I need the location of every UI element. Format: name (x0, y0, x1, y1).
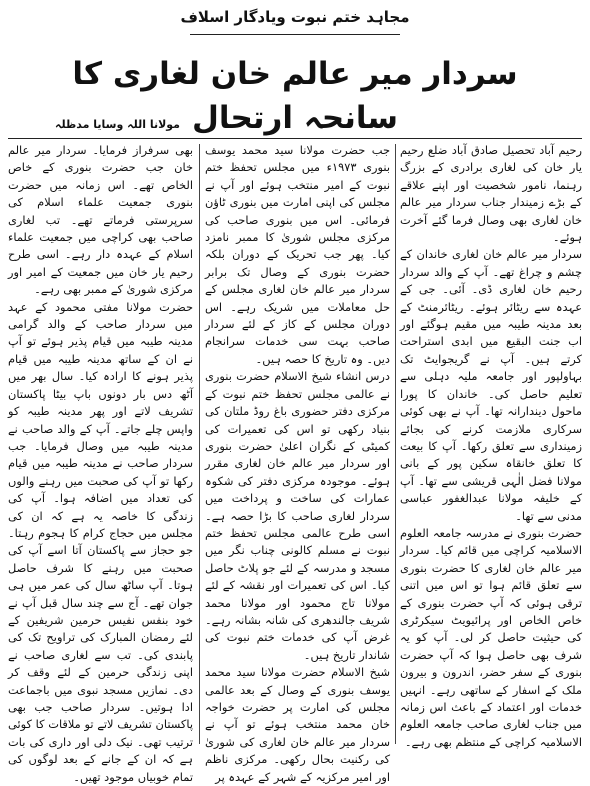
article-paragraph: رحیم آباد تحصیل صادق آباد ضلع رحیم یار خان کی لغاری برادری کے بزرگ رہنما، نامور شخصیت اور اپنے علاقے کے بڑے زمیندار جناب سردار میر عالم خان لغاری بھی وصال فرما گئے آخرت ہوئے۔ (400, 143, 582, 245)
article-paragraph: سردار میر عالم خان لغاری خاندان کے چشم و چراغ تھے۔ آپ کے والد سردار رحیم خان لغاری ڈی۔ آئی۔ جی کے عہدہ سے ریٹائر ہوئے۔ ریٹائرمنٹ کے بعد مدینہ طیبہ میں مقیم ہوگئے اور اب جنت البقیع میں ابدی استراحت کرتے ہیں۔ آپ نے گریجوایٹ تک بہاولپور اور جامعہ ملیہ دہلی سے تعلیم حاصل کی۔ خاندان کا پورا ماحول دیندارانہ تھا۔ آپ نے بھی کوئی سرکاری ملازمت کرنے کی بجائے زمینداری سے تعلق رکھا۔ آپ کا بیعت کا تعلق خانقاہ سکین پور کے بانی مولانا فضل الٰہی قریشی سے تھا۔ آپ کے خلیفہ مولانا عبدالغفور عباسی مدنی سے تھا۔ (400, 247, 582, 523)
column-divider (395, 144, 396, 744)
article-paragraph: جب حضرت مولانا سید محمد یوسف بنوری ۱۹۷۳ء میں مجلس تحفظ ختم نبوت کے امیر منتخب ہوئے اور آپ نے مجلس کی اپنی امارت میں بنوری ٹاؤن فرمائی۔ اس میں بنوری صاحب کی مرکزی مجلس شوریٰ کا ممبر نامزد کیا۔ پھر جب تحریک کے دوران بلکہ حضرت بنوری کے وصال تک برابر سردار میر عالم خان لغاری مجلس کے حل معاملات میں شریک رہے۔ اس دوران مجلس کے کاز کے لئے سردار صاحب بہت سی خدمات سرانجام دیں۔ وہ تاریخ کا حصہ ہیں۔ (205, 143, 391, 366)
header-rule (8, 138, 582, 139)
article-paragraph: شیخ الاسلام حضرت مولانا سید محمد یوسف بنوری کے وصال کے بعد عالمی مجلس کی امارت پر حضرت خواجہ خان محمد منتخب ہوئے تو آپ نے سردار میر عالم خان لغاری کی شوریٰ کی رکنیت بحال رکھی۔ مرکزی ناظم اور امیر مرکزیہ کے شہر کے عہدہ پر (205, 665, 390, 784)
article-paragraph: درس انشاء شیخ الاسلام حضرت بنوری نے عالمی مجلس تحفظ ختم نبوت کے مرکزی دفتر حضوری باغ روڈ ملتان کی بنیاد رکھی تو اس کی تعمیرات کی کمیٹی کے نگران اعلیٰ حضرت بنوری اور سردار میر عالم خان لغاری مقرر ہوئے۔ موجودہ مرکزی دفتر کی شکوہ عمارات کی ساخت و پرداخت میں سردار لغاری صاحب کا بڑا حصہ ہے۔ اسی طرح عالمی مجلس تحفظ ختم نبوت نے مسلم کالونی چناب نگر میں مسجد و مدرسہ کے لئے جو پلاٹ حاصل کیا۔ اس کی تعمیرات اور نقشہ کے لئے مولانا تاج محمود اور مولانا محمد شریف جالندھری کی شانہ بشانہ رہے۔ غرض آپ کی خدمات ختم نبوت کی شاندار تاریخ ہیں۔ (205, 369, 390, 662)
article-paragraph: حضرت بنوری نے مدرسہ جامعہ العلوم الاسلامیہ کراچی میں قائم کیا۔ سردار میر عالم خان لغاری کا حضرت بنوری سے تعلق قائم ہوا تو اس میں اتنی ترقی ہوئی کہ آپ حضرت بنوری کے خاص الخاص اور پرائیویٹ سیکرٹری کی حیثیت حاصل کر لی۔ آپ کو یہ شرف بھی حاصل ہوا کہ آپ حضرت بنوری کے سفر حضر، اندرون و بیرون ملک کے اسفار کے ساتھی رہے۔ انہیں خدمات اور اعتماد کے باعث اس زمانہ میں جناب لغاری صاحب جامعہ العلوم الاسلامیہ کراچی کے منتظم بھی رہے۔ (400, 525, 582, 749)
article-column-1 (400, 142, 582, 749)
article-column-3 (8, 142, 193, 784)
article-paragraph: بھی سرفراز فرمایا۔ سردار میر عالم خان جب حضرت بنوری کے خاص الخاص تھے۔ اس زمانہ میں حضرت بنوری جمعیت علماء اسلام کی سرپرستی فرماتے تھے۔ تب لغاری صاحب بھی کراچی میں جمعیت علماء اسلام کے عہدہ دار رہے۔ اسی طرح رحیم یار خان میں جمعیت کے امیر اور مرکزی شوریٰ کے ممبر بھی رہے۔ (8, 143, 193, 297)
article-byline: مولانا اللہ وسایا مدظلہ (55, 118, 180, 131)
article-paragraph: حضرت مولانا مفتی محمود کے عہد میں سردار صاحب کے والد گرامی مدینہ طیبہ میں قیام پذیر ہوئے تو آپ نے ان کے ساتھ مدینہ طیبہ میں قیام پذیر ہونے کا ارادہ کیا۔ سال بھر میں آٹھ دس بار دونوں باپ بیٹا پاکستان تشریف لاتے اور پھر مدینہ طیبہ کو واپس چلے جاتے۔ آپ کے والد صاحب نے مدینہ طیبہ میں وصال فرمایا۔ جب سردار صاحب نے مدینہ طیبہ میں قیام رکھا تو آپ کی صحبت میں رہنے والوں کی تعداد میں اضافہ ہوا۔ آپ کی زندگی کا خاصہ یہ ہے کہ ان کی مجلس میں حجاج کرام کا ہجوم رہتا۔ جو حجاز سے پاکستان آتا اسے آپ کی صحبت میں رہنے کا شرف حاصل ہوتا۔ آپ ساٹھ سال کی عمر میں ہی جوان تھے۔ آج سے چند سال قبل آپ نے خود بنفس نفیس حرمین شریفین کے لئے رمضان المبارک کی تراویح تک کی پابندی کی۔ تب سے لغاری صاحب نے اپنی زندگی حرمین کے لئے وقف کر دی۔ نمازیں مسجد نبوی میں باجماعت ادا ہوتیں۔ سردار صاحب جب بھی پاکستان تشریف لاتے تو ملاقات کا کوئی ترتیب تھی۔ نیک دلی اور داری کی بات ہے کہ ان کے جانے کے بعد لوگوں کی تمام خوبیاں موجود تھیں۔ (8, 299, 193, 784)
article-headline: سردار میر عالم خان لغاری کا سانحہ ارتحال (72, 56, 518, 136)
article-column-2 (205, 142, 391, 784)
kicker-divider (190, 34, 400, 35)
column-divider (199, 144, 200, 744)
article-kicker: مجاہد ختم نبوت ویادگار اسلاف (180, 8, 410, 26)
